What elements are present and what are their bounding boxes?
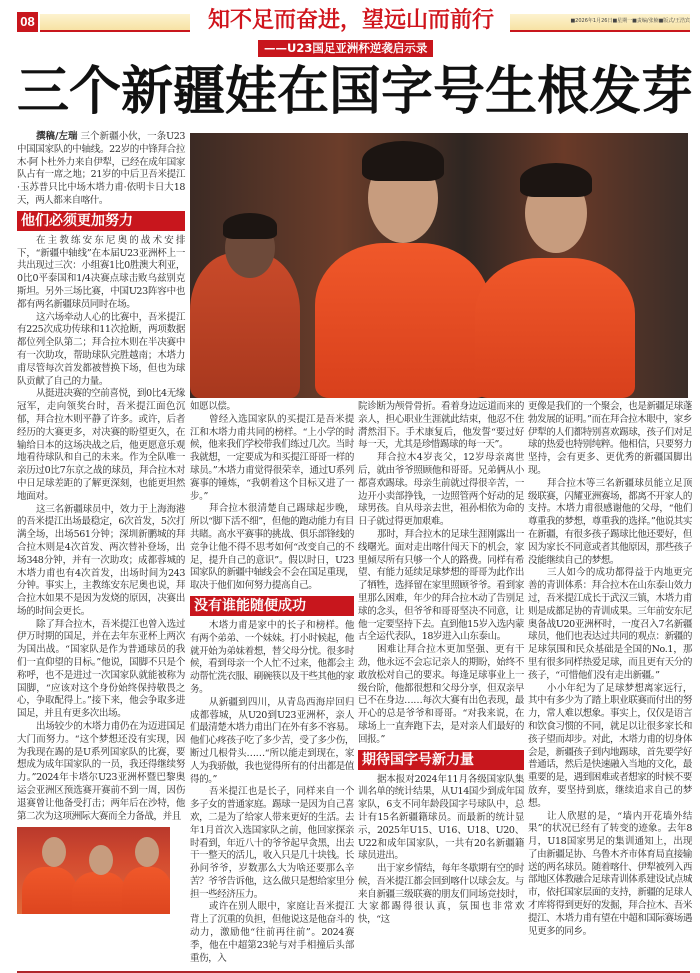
player-figure	[475, 258, 635, 398]
player-figure	[72, 872, 127, 914]
header-bar-left	[40, 14, 190, 32]
player-head	[42, 837, 66, 867]
paragraph: 从新疆到四川，从青岛西海岸回归成都蓉城，从U20到U23亚洲杯，亲人们最清楚木塔力甫出门在外有多不容易。他们心疼孩子吃了多少苦，受了多少伤，断过几根骨头……“所以能走到现在，家人为我骄傲，我也觉得所有的付出都是值得的。”	[190, 696, 354, 785]
paragraph: 这六场牵动人心的比赛中，吾米提江有225次成功传球和11次抢断，两项数据都位列全队第二；拜合拉木则在半决赛中有一次助攻，帮助球队完胜越南；木塔力甫尽管每次首发都被替换下场，但也为球队贡献了自己的力量。	[17, 311, 185, 387]
paragraph: 出场较少的木塔力甫仍在为迈进国足大门而努力。“这个梦想还没有实现，因为我现在踢的是U系列国家队的比赛，要想成为成年国家队的一员，我还得继续努力。”2024年卡塔尔U23亚洲杯暨巴黎奥运会亚洲区预选赛开赛前不到一周，因伤退赛曾让他备受打击；两年后在沙特，他第二次为这项洲际大赛而全力备战，并且	[17, 721, 185, 822]
article-column-1	[17, 131, 185, 823]
dateline: ■2026年1月26日■星期一■责编/张楠■版式/王浩宾	[570, 18, 690, 24]
paragraph: 吾米提江也是长子，同样来自一个多子女的普通家庭。踢球一是因为自己喜欢，二是为了给家人带来更好的生活。去年1月首次入选国家队之前，他回家探亲时看到，年近八十的爷爷起早贪黑，出去干一整天的活儿，收入只是几十块钱。长孙问爷爷，岁数那么大为啥还要那么辛苦？爷爷告诉他，这么做只是想给家里分担一些经济压力。	[190, 786, 354, 900]
player-hair	[520, 163, 592, 197]
headline: 三个新疆娃在国字号生根发芽	[17, 61, 694, 122]
paragraph: 除了拜合拉木，吾米提江也曾入选过伊万时期的国足，并在去年东亚杯上两次为国出战。“国家队是作为普通球员的我们一直仰望的目标。”他说，国脚不只是个称呼，也不是进过一次国家队就能被称为国脚，“应该对这个身份始终保持敬畏之心，争取配得上。”接下来，他会争取多进国足，并且有更多次出场。	[17, 618, 185, 720]
article-body	[17, 131, 692, 965]
paragraph: 如愿以偿。	[190, 401, 236, 412]
paragraph: 那时，拜合拉木的足球生涯刚露出一线曙光。面对走出喀什闯天下的机会，家里倾尽所有只够一个人的路费。同样有希望、有能力延续足球梦想的哥哥为此作出了牺牲，选择留在家里照顾爷爷。看到家里那么困难，年少的拜合拉木动了告别足球的念头，但爷爷和哥哥坚决不同意，让他一定要坚持下去。直到他15岁入选内蒙古全运代表队，18岁进入山东泰山。	[358, 528, 524, 643]
paragraph: 拜合拉木很清楚自己踢球起步晚，所以“脚下活不细”，但他的跑动能力有目共睹。高水平赛事的挑战、俱乐部锋线的竞争让他不得不思考如何“改变自己的不足，提升自己的意识”。假以时日，U23国家队的新疆中轴线会不会在国足重现，取决于他们如何努力提高自己。	[190, 503, 354, 592]
paragraph: 小小年纪为了足球梦想离家远行，其中有多少为了踏上职业联赛而付出的努力，常人难以想象。事实上，仅仅是语言和饮食习惯的不同，就足以让很多家长和孩子望而却步。对此，木塔力甫的切身体会是，新疆孩子到内地踢球，首先要学好普通话，然后是快速融入当地的文化，最重要的是，遇到困难或者想家的时候不要放弃，要坚持到底，继续追求自己的梦想。	[528, 682, 692, 809]
paragraph: 出于家乡情结，每年冬歇期有空的时候，吾米提江都会回到喀什以球会友。与来自新疆三级联赛的朋友们同场竞技时，大家都踢得很认真，氛围也非常欢快，“这	[358, 863, 524, 926]
player-head	[135, 837, 159, 867]
paragraph: 更像是我们的一个聚会，也是新疆足球蓬勃发展的证明。”而在拜合拉木眼中，家乡伊犁的人们都特别喜欢踢球，孩子们对足球的热爱也特别纯粹。他相信，只要努力坚持，会有更多、更优秀的新疆国脚出现。	[528, 401, 692, 476]
right-area	[190, 131, 692, 965]
left-column	[17, 131, 185, 914]
article-column-3	[358, 401, 524, 965]
player-hair	[223, 213, 277, 239]
article-column-4	[528, 401, 692, 965]
paragraph: 在主教练安东尼奥的战术安排下，“新疆中轴线”在本届U23亚洲杯上一共出现过三次：小组赛1比0胜澳大利亚，0比0平泰国和1/4决赛点球击败乌兹别克斯坦。另外三场比赛，中国U23阵容中也都有两名新疆球员同时在场。	[17, 234, 185, 310]
player-figure	[315, 243, 490, 398]
bottom-photo	[17, 827, 170, 914]
lower-columns	[190, 401, 692, 965]
paragraph: 曾经入选国家队的买提江是吾米提江和木塔力甫共同的榜样。“上小学的时候，他来我们学校带我们练过几次。当时我就想，一定要成为和买提江哥哥一样的球员。”木塔力甫觉得很荣幸，通过U系列赛事的锤炼，“我朝着这个目标又进了一步。”	[190, 413, 354, 502]
subheading: 期待国字号新力量	[358, 750, 524, 770]
paragraph: 据本报对2024年11月各级国家队集训名单的统计结果，从U14国少到成年国家队，6支不同年龄段国字号球队中，总计有15名新疆籍球员。而最新的统计显示，2025年U15、U16、U18、U20、U22和成年国家队，一共有20名新疆籍球员进出。	[358, 773, 524, 862]
section-subkicker: ——U23国足亚洲杯逆袭启示录	[258, 40, 433, 57]
paragraph: 拜合拉木4岁丧父，12岁母亲离世后，就由爷爷照顾他和哥哥。兄弟俩从小都喜欢踢球。母亲生前就过得很辛苦，一边开小卖部挣钱，一边照管两个好动的足球男孩。自从母亲去世，祖孙相依为命的日子就过得更加艰难。	[358, 452, 524, 528]
paragraph: 木塔力甫是家中的长子和榜样。他有两个弟弟、一个妹妹。打小时候起，他就开始为弟妹着想，替父母分忧。很多时候，看到母亲一个人忙不过来，他都会主动帮忙洗衣服、刷碗筷以及干些其他的家务。	[190, 619, 354, 695]
paragraph: 院诊断为颅骨骨折。看着身边远道而来的亲人，担心职业生涯就此结束，他忍不住潸然泪下。手术康复后，他发誓“要过好每一天，尤其是珍惜踢球的每一天”。	[358, 401, 524, 451]
hero-photo	[190, 133, 688, 398]
paragraph: 让人欣慰的是，“墙内开花墙外结果”的状况已经有了转变的迹象。去年8月，U18国家男足的集训通知上，出现了由新疆足协、乌鲁木齐市体育局直接输送的两名球员。随着喀什、伊犁被列入西部地区体教融合足球青训体系建设试点城市，依托国家层面的支持，新疆的足球人才库将得到更好的发掘，拜合拉木、吾米提江、木塔力甫有望在中超和国际赛场遇见更多的同乡。	[528, 810, 692, 937]
paragraph: 这三名新疆球员中，效力于上海海港的吾米提江出场最稳定，6次首发，5次打满全场，出场561分钟；深圳新鹏城的拜合拉木则是4次首发、两次替补登场，出场348分钟，并有一次助攻；成都蓉城的木塔力甫也有4次首发，出场时间为243分钟。事实上，主教练安东尼奥也说，拜合拉木如果不是因为发烧的原因，决赛出场的时间会更长。	[17, 503, 185, 617]
section-kicker: 知不足而奋进，望远山而前行	[207, 8, 494, 33]
player-head	[89, 845, 113, 875]
paragraph: 三人如今的成功都得益于内地更完善的青训体系：拜合拉木在山东泰山效力过，吾米提江成长于武汉三镇，木塔力甫则是成都足协的青训成果。三年前安东尼奥备战U20亚洲杯时，一度召入7名新疆球员，他们也表达过共同的观点：新疆的足球氛围和民众基础是全国的No.1，那里有很多同样热爱足球，而且更有天分的孩子，“可惜他们没有走出新疆。”	[528, 567, 692, 681]
paragraph: 困难让拜合拉木更加坚强、更有干劲，他永远不会忘记亲人的期盼，始终不敢放松对自己的要求。每逢足球事业上一级台阶，他都很想和父母分享，但双亲早已不在身边……每次大赛有出色表现，最开心的总是爷爷和哥哥。“对我来说，在球场上一直奔跑下去，是对亲人们最好的回报。”	[358, 644, 524, 745]
subheading: 没有谁能随便成功	[190, 596, 354, 616]
page-number: 08	[17, 12, 38, 32]
subheading: 他们必须更加努力	[17, 211, 185, 231]
player-figure	[122, 867, 170, 914]
paragraph: 或许在别人眼中，家庭让吾米提江背上了沉重的负担，但他说这是他奋斗的动力，激励他“往前再往前”。2024赛季，他在中超第23轮与对手相撞后头部重伤，入	[190, 901, 354, 964]
paragraph: 从挺进决赛的空前喜悦，到0比4无缘冠军，走向领奖台时，吾米提江面色沉郁，拜合拉木则平静了许多。或许，后者经历的大赛更多，对决赛的盼望更久，在输给日本的这场决战之后，他更愿意乐观地看待球队和自己的未来。作为全队唯一亲历过0比7东京之战的球员，拜合拉木对中日足球差距的了解更深刻，也能更坦然地面对。	[17, 388, 185, 502]
paragraph	[17, 131, 185, 208]
player-hair	[362, 141, 444, 181]
paragraph: 拜合拉木等三名新疆球员能立足顶级联赛，闪耀亚洲赛场，都离不开家人的支持。木塔力甫很感谢他的父母，“他们尊重我的梦想，尊重我的选择。”他说其实在新疆，有很多孩子踢球比他还要好，但因为家长不同意或者其他原因，那些孩子没能继续自己的梦想。	[528, 477, 692, 566]
player-figure	[22, 867, 77, 914]
byline: 撰稿/左瑞	[36, 131, 78, 142]
article-column-2	[190, 401, 354, 965]
lead-text: 三个新疆小伙，一条U23中国国家队的中轴线。22岁的中锋拜合拉木·阿卜杜外力来自伊犁，已经在成年国家队占有一席之地；21岁的中后卫吾米提江·玉苏普只比中场木塔力甫·依明卡日大18天，两人都来自喀什。	[17, 131, 185, 206]
